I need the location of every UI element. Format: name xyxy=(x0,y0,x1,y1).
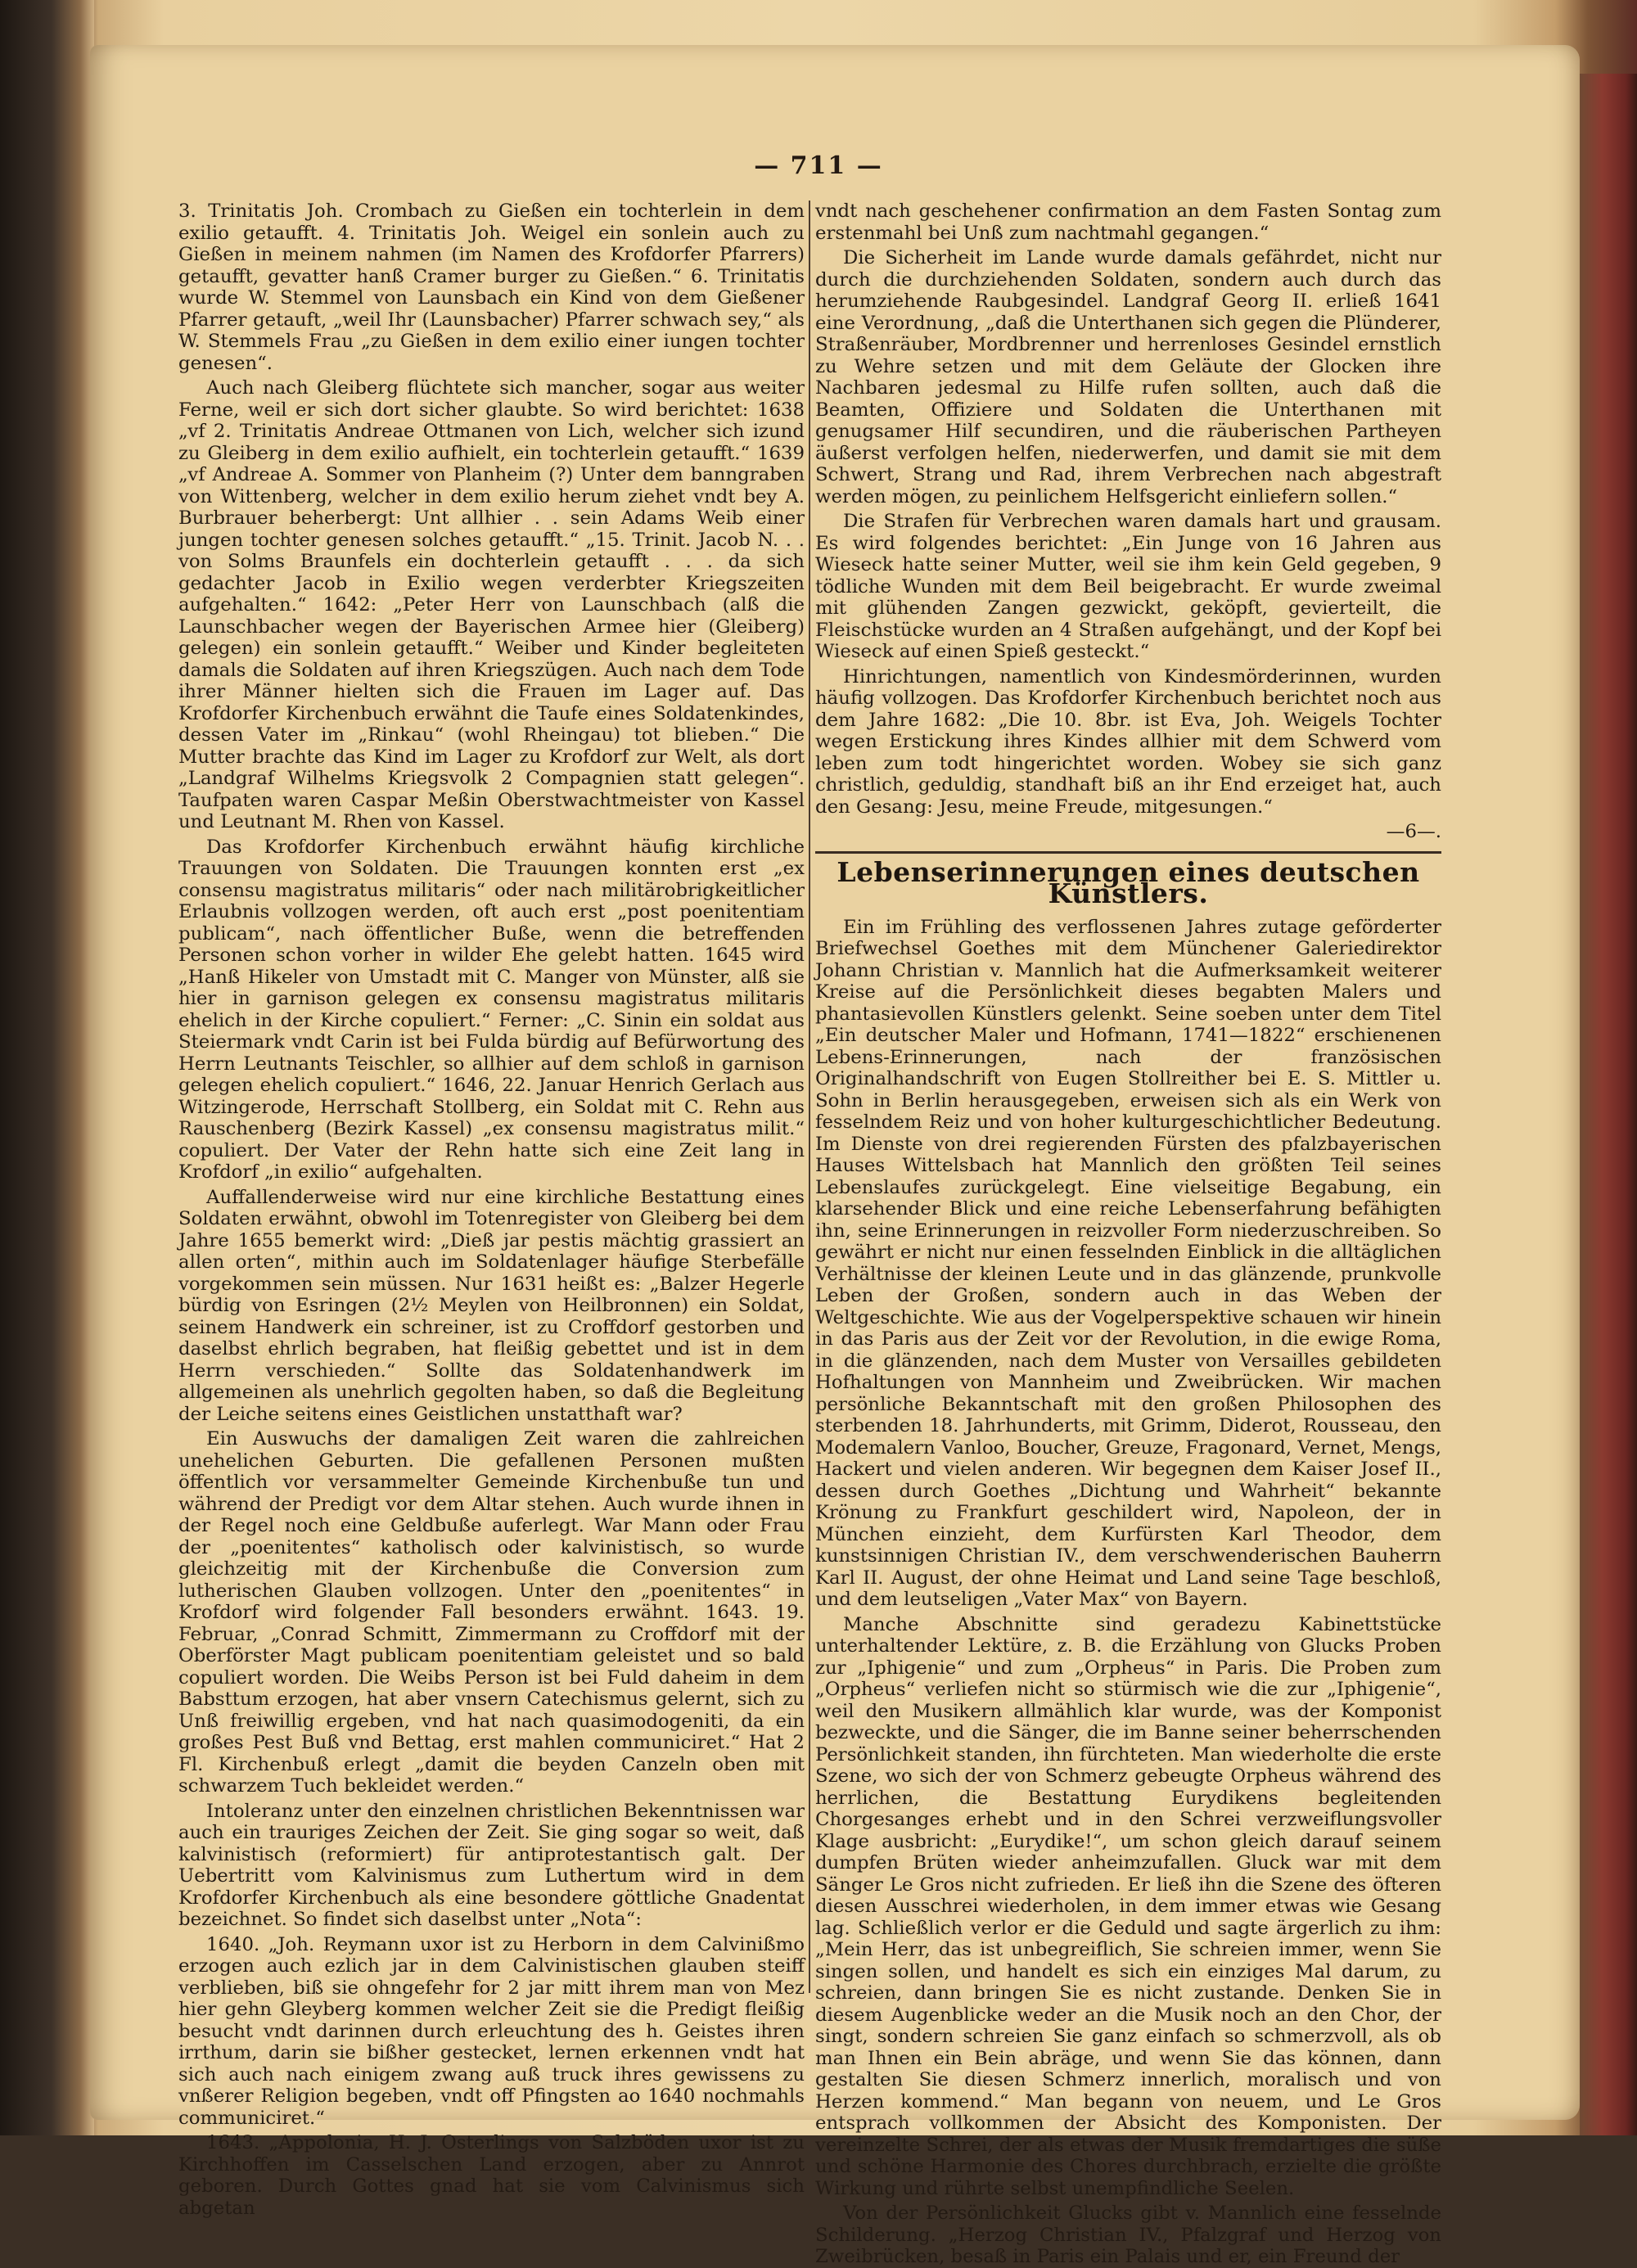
paragraph: Ein Auswuchs der damaligen Zeit waren die zahlreichen unehelichen Geburten. Die gefallenen Personen mußten öffentlich vor versammelter Gemeinde Kirchenbuße tun und während der Predigt vor dem Altar stehen. Auch wurde ihnen in der Regel noch eine Geldbuße auferlegt. War Mann oder Frau der „poenitentes“ katholisch oder kalvinistisch, so wurde gleichzeitig mit der Kirchenbuße die Conversion zum lutherischen Glauben vollzogen. Unter den „poenitentes“ in Krofdorf wird folgender Fall besonders erwähnt. 1643. 19. Februar, „Conrad Schmitt, Zimmermann zu Croffdorf mit der Oberförster Magt publicam poenitentiam geleistet und so bald copuliert worden. Die Weibs Person ist bei Fuld daheim in dem Babsttum erzogen, hat aber vnsern Catechismus gelernt, sich zu Unß freiwillig ergeben, vnd hat nach quasimodogeniti, da ein großes Pest Buß vnd Bettag, erst mahlen communiciret.“ Hat 2 Fl. Kirchenbuß erlegt „damit die beyden Canzeln oben mit schwarzem Tuch bekleidet werden.“ xyxy=(178,1428,805,1797)
paragraph: Auch nach Gleiberg flüchtete sich mancher, sogar aus weiter Ferne, weil er sich dort sicher glaubte. So wird berichtet: 1638 „vf 2. Trinitatis Andreae Ottmanen von Lich, welcher sich izund zu Gleiberg in dem exilio aufhielt, ein tochterlein getaufft.“ 1639 „vf Andreae A. Sommer von Planheim (?) Unter dem banngraben von Wittenberg, welcher in dem exilio herum ziehet vndt bey A. Burbrauer beherbergt: Unt allhier . . sein Adams Weib einer jungen tochter genesen solches getaufft.“ „15. Trinit. Jacob N. . . von Solms Braunfels ein dochterlein getaufft . . . da sich gedachter Jacob in Exilio wegen verderbter Kriegszeiten aufgehalten.“ 1642: „Peter Herr von Launschbach (alß die Launschbacher wegen der Bayerischen Armee hier (Gleiberg) gelegen) ein sonlein getaufft.“ Weiber und Kinder begleiteten damals die Soldaten auf ihren Kriegszügen. Auch nach dem Tode ihrer Männer hielten sich die Frauen im Lager auf. Das Krofdorfer Kirchenbuch erwähnt die Taufe eines Soldatenkindes, dessen Vater im „Rinkau“ (wohl Rheingau) tot blieben.“ Die Mutter brachte das Kind im Lager zu Krofdorf zur Welt, als dort „Landgraf Wilhelms Kriegsvolk 2 Compagnien statt gelegen“. Taufpaten waren Caspar Meßin Oberstwachtmeister von Kassel und Leutnant M. Rhen von Kassel. xyxy=(178,377,805,832)
paragraph: Das Krofdorfer Kirchenbuch erwähnt häufig kirchliche Trauungen von Soldaten. Die Trauungen konnten erst „ex consensu magistratus militaris“ oder nach militärobrigkeitlicher Erlaubnis vollzogen werden, oft auch erst „post poenitentiam publicam“, nach öffentlicher Buße, wenn die betreffenden Personen schon vorher in wilder Ehe gelebt hatten. 1645 wird „Hanß Hikeler von Umstadt mit C. Manger von Münster, alß sie hier in garnison gelegen ex consensu magistratus militaris ehelich in der Kirche copuliert.“ Ferner: „C. Sinin ein soldat aus Steiermark vndt Carin ist bei Fulda bürdig auf Befürwortung des Herrn Leutnants Teischler, so allhier auf dem schloß in garnison gelegen ehelich copuliert.“ 1646, 22. Januar Henrich Gerlach aus Witzingerode, Herrschaft Stollberg, ein Soldat mit C. Rehn aus Rauschenberg (Bezirk Kassel) „ex consensu magistratus milit.“ copuliert. Der Vater der Rehn hatte sich eine Zeit lang in Krofdorf „in exilio“ aufgehalten. xyxy=(178,836,805,1183)
paragraph: Die Strafen für Verbrechen waren damals hart und grausam. Es wird folgendes berichtet: „Ein Junge von 16 Jahren aus Wieseck hatte seiner Mutter, weil sie ihm kein Geld gegeben, 9 tödliche Wunden mit dem Beil beigebracht. Er wurde zweimal mit glühenden Zangen gezwickt, geköpft, gevierteilt, die Fleischstücke wurden an 4 Straßen aufgehängt, und der Kopf bei Wieseck auf einen Spieß gesteckt.“ xyxy=(815,511,1441,662)
article-title: Lebenserinnerungen eines deutschen Künstlers. xyxy=(837,855,1420,909)
book-spine xyxy=(1580,74,1637,2135)
author-signature: —6—. xyxy=(1386,821,1441,842)
left-column xyxy=(178,201,805,2219)
paragraph: Manche Abschnitte sind geradezu Kabinettstücke unterhaltender Lektüre, z. B. die Erzählung von Glucks Proben zur „Iphigenie“ und zum „Orpheus“ in Paris. Die Proben zum „Orpheus“ verliefen nicht so stürmisch wie die zur „Iphigenie“, weil den Musikern allmählich klar wurde, was der Komponist bezweckte, und die Sänger, die im Banne seiner beherrschenden Persönlichkeit standen, ihn fürchteten. Man wiederholte die erste Szene, wo sich der von Schmerz gebeugte Orpheus während des herrlichen, die Bestattung Eurydikens begleitenden Chorgesanges erhebt und in den Schrei verzweiflungsvoller Klage ausbricht: „Eurydike!“, um schon gleich darauf seinem dumpfen Brüten wieder anheimzufallen. Gluck war mit dem Sänger Le Gros nicht zufrieden. Er ließ ihn die Szene des öfteren diesen Ausschrei wiederholen, in dem immer etwas wie Gesang lag. Schließlich verlor er die Geduld und sagte ärgerlich zu ihm: „Mein Herr, das ist unbegreiflich, Sie schreien immer, wenn Sie singen sollen, und handelt es sich ein einziges Mal darum, zu schreien, dann bringen Sie es nicht zustande. Denken Sie in diesem Augenblicke weder an die Musik noch an den Chor, der singt, sondern schreien Sie ganz einfach so schmerzvoll, als ob man Ihnen ein Bein abräge, und wenn Sie das können, dann gestalten Sie diesen Schmerz innerlich, moralisch und von Herzen kommend.“ Man begann von neuem, und Le Gros entsprach vollkommen der Absicht des Komponisten. Der vereinzelte Schrei, der als etwas der Musik fremdartiges die süße und schöne Harmonie des Chores durchbrach, erzielte die größte Wirkung und rührte selbst unempfindliche Seelen. xyxy=(815,1613,1441,2199)
paragraph: Auffallenderweise wird nur eine kirchliche Bestattung eines Soldaten erwähnt, obwohl im Totenregister von Gleiberg bei dem Jahre 1655 bemerkt wird: „Dieß jar pestis mächtig grassiert an allen orten“, mithin auch im Soldatenlager häufige Sterbefälle vorgekommen sein müssen. Nur 1631 heißt es: „Balzer Hegerle bürdig von Esringen (2½ Meylen von Heilbronnen) ein Soldat, seinem Handwerk ein schreiner, ist zu Croffdorf gestorben und daselbst ehrlich begraben, hat fleißig gebettet und ist in dem Herrn verschieden.“ Sollte das Soldatenhandwerk im allgemeinen als unehrlich gegolten haben, so daß die Begleitung der Leiche seitens eines Geistlichen unstatthaft war? xyxy=(178,1186,805,1425)
paragraph: Die Sicherheit im Lande wurde damals gefährdet, nicht nur durch die durchziehenden Soldaten, sondern auch durch das herumziehende Raubgesindel. Landgraf Georg II. erließ 1641 eine Verordnung, „daß die Unterthanen sich gegen die Plünderer, Straßenräuber, Mordbrenner und herrenloses Gesindel ernstlich zu Wehre setzen und mit dem Geläute der Glocken ihre Nachbaren jedesmal zu Hilfe rufen sollten, auch daß die Beamten, Offiziere und Soldaten die Unterthanen mit genugsamer Hilf secundiren, und die räuberischen Partheyen äußerst verfolgen helfen, niederwerfen, und damit sie mit dem Schwert, Strang und Rad, ihrem Verbrechen nach abgestraft werden mögen, zu peinlichem Helfsgericht einliefern sollen.“ xyxy=(815,247,1441,507)
column-divider xyxy=(809,201,810,1993)
page-number: — 711 — xyxy=(754,151,883,180)
paragraph: Hinrichtungen, namentlich von Kindesmörderinnen, wurden häufig vollzogen. Das Krofdorfer Kirchenbuch berichtet noch aus dem Jahre 1682: „Die 10. 8br. ist Eva, Joh. Weigels Tochter wegen Erstickung ihres Kindes allhier mit dem Schwerd vom leben zum todt hingerichtet worden. Wobey sie sich ganz christlich, geduldig, standhaft biß an ihr End erzeiget hat, auch den Gesang: Jesu, meine Freude, mitgesungen.“ xyxy=(815,665,1441,818)
paragraph: 1643. „Appolonia, H. J. Osterlings von Salzböden uxor ist zu Kirchhoffen im Casselschen Land erzogen, aber zu Annrot geboren. Durch Gottes gnad hat sie vom Calvinismus sich abgetan xyxy=(178,2132,805,2219)
paragraph: 1640. „Joh. Reymann uxor ist zu Herborn in dem Calvinißmo erzogen auch ezlich jar in dem Calvinistischen glauben steiff verblieben, biß sie ohngefehr for 2 jar mitt ihrem man von Mez hier gehn Gleyberg kommen welcher Zeit sie die Predigt fleißig besucht vndt darinnen durch erleuchtung des h. Geistes ihren irrthum, darin sie bißher gestecket, lernen erkennen vndt hat sich auch nach einigem zwang auß truck ihres gewissens zu vnßerer Religion begeben, vndt off Pfingsten ao 1640 nochmahls communiciret.“ xyxy=(178,1933,805,2129)
paragraph: 3. Trinitatis Joh. Crombach zu Gießen ein tochterlein in dem exilio getaufft. 4. Trinitatis Joh. Weigel ein sonlein auch zu Gießen in meinem nahmen (im Namen des Krofdorfer Pfarrers) getaufft, gevatter hanß Cramer burger zu Gießen.“ 6. Trinitatis wurde W. Stemmel von Launsbach ein Kind von dem Gießener Pfarrer getauft, „weil Ihr (Launsbacher) Pfarrer schwach sey,“ als W. Stemmels Frau „zu Gießen in dem exilio einer iungen tochter genesen“. xyxy=(178,201,805,374)
paragraph: Ein im Frühling des verflossenen Jahres zutage geförderter Briefwechsel Goethes mit dem Münchener Galeriedirektor Johann Christian v. Mannlich hat die Aufmerksamkeit weiterer Kreise auf die Persönlichkeit dieses begabten Malers und phantasievollen Künstlers gelenkt. Seine soeben unter dem Titel „Ein deutscher Maler und Hofmann, 1741—1822“ erschienenen Lebens-Erinnerungen, nach der französischen Originalhandschrift von Eugen Stollreither bei E. S. Mittler u. Sohn in Berlin herausgegeben, erweisen sich als ein Werk von fesselndem Reiz und von hoher kulturgeschichtlicher Bedeutung. Im Dienste von drei regierenden Fürsten des pfalzbayerischen Hauses Wittelsbach hat Mannlich den größten Teil seines Lebenslaufes zurückgelegt. Eine vielseitige Begabung, ein klarsehender Blick und eine reiche Lebenserfahrung befähigten ihn, seine Erinnerungen in reizvoller Form niederzuschreiben. So gewährt er nicht nur einen fesselnden Einblick in die alltäglichen Verhältnisse der kleinen Leute und in das glänzende, prunkvolle Leben der Großen, sondern auch in das Weben der Weltgeschichte. Wie aus der Vogelperspektive schauen wir hinein in das Paris aus der Zeit vor der Revolution, in die ewige Roma, in die glänzenden, nach dem Muster von Versailles gebildeten Hofhaltungen von Mannheim und Zweibrücken. Wir machen persönliche Bekanntschaft mit den großen Philosophen des sterbenden 18. Jahrhunderts, mit Grimm, Diderot, Rousseau, den Modemalern Vanloo, Boucher, Greuze, Fragonard, Vernet, Mengs, Hackert und vielen anderen. Wir begegnen dem Kaiser Josef II., dessen durch Goethes „Dichtung und Wahrheit“ bekannte Krönung zu Frankfurt geschildert wird, Napoleon, der in München einzieht, dem Kurfürsten Karl Theodor, dem kunstsinnigen Christian IV., dem verschwenderischen Bauherrn Karl II. August, der ohne Heimat und Land seine Tage beschloß, und dem leutseligen „Vater Max“ von Bayern. xyxy=(815,916,1441,1610)
right-column xyxy=(815,201,1441,2267)
paragraph: vndt nach geschehener confirmation an dem Fasten Sontag zum erstenmahl bei Unß zum nachtmahl gegangen.“ xyxy=(815,201,1441,244)
section-divider xyxy=(815,851,1441,854)
paragraph: Intoleranz unter den einzelnen christlichen Bekenntnissen war auch ein trauriges Zeichen der Zeit. Sie ging sogar so weit, daß kalvinistisch (reformiert) für antiprotestantisch galt. Der Uebertritt vom Kalvinismus zum Luthertum wird in dem Krofdorfer Kirchenbuch als eine besondere göttliche Gnadentat bezeichnet. So findet sich daselbst unter „Nota“: xyxy=(178,1800,805,1930)
paragraph: Von der Persönlichkeit Glucks gibt v. Mannlich eine fesselnde Schilderung. „Herzog Christian IV., Pfalzgraf und Herzog von Zweibrücken, besaß in Paris ein Palais und er, ein Freund der xyxy=(815,2203,1441,2267)
left-page-edge xyxy=(0,0,94,2135)
